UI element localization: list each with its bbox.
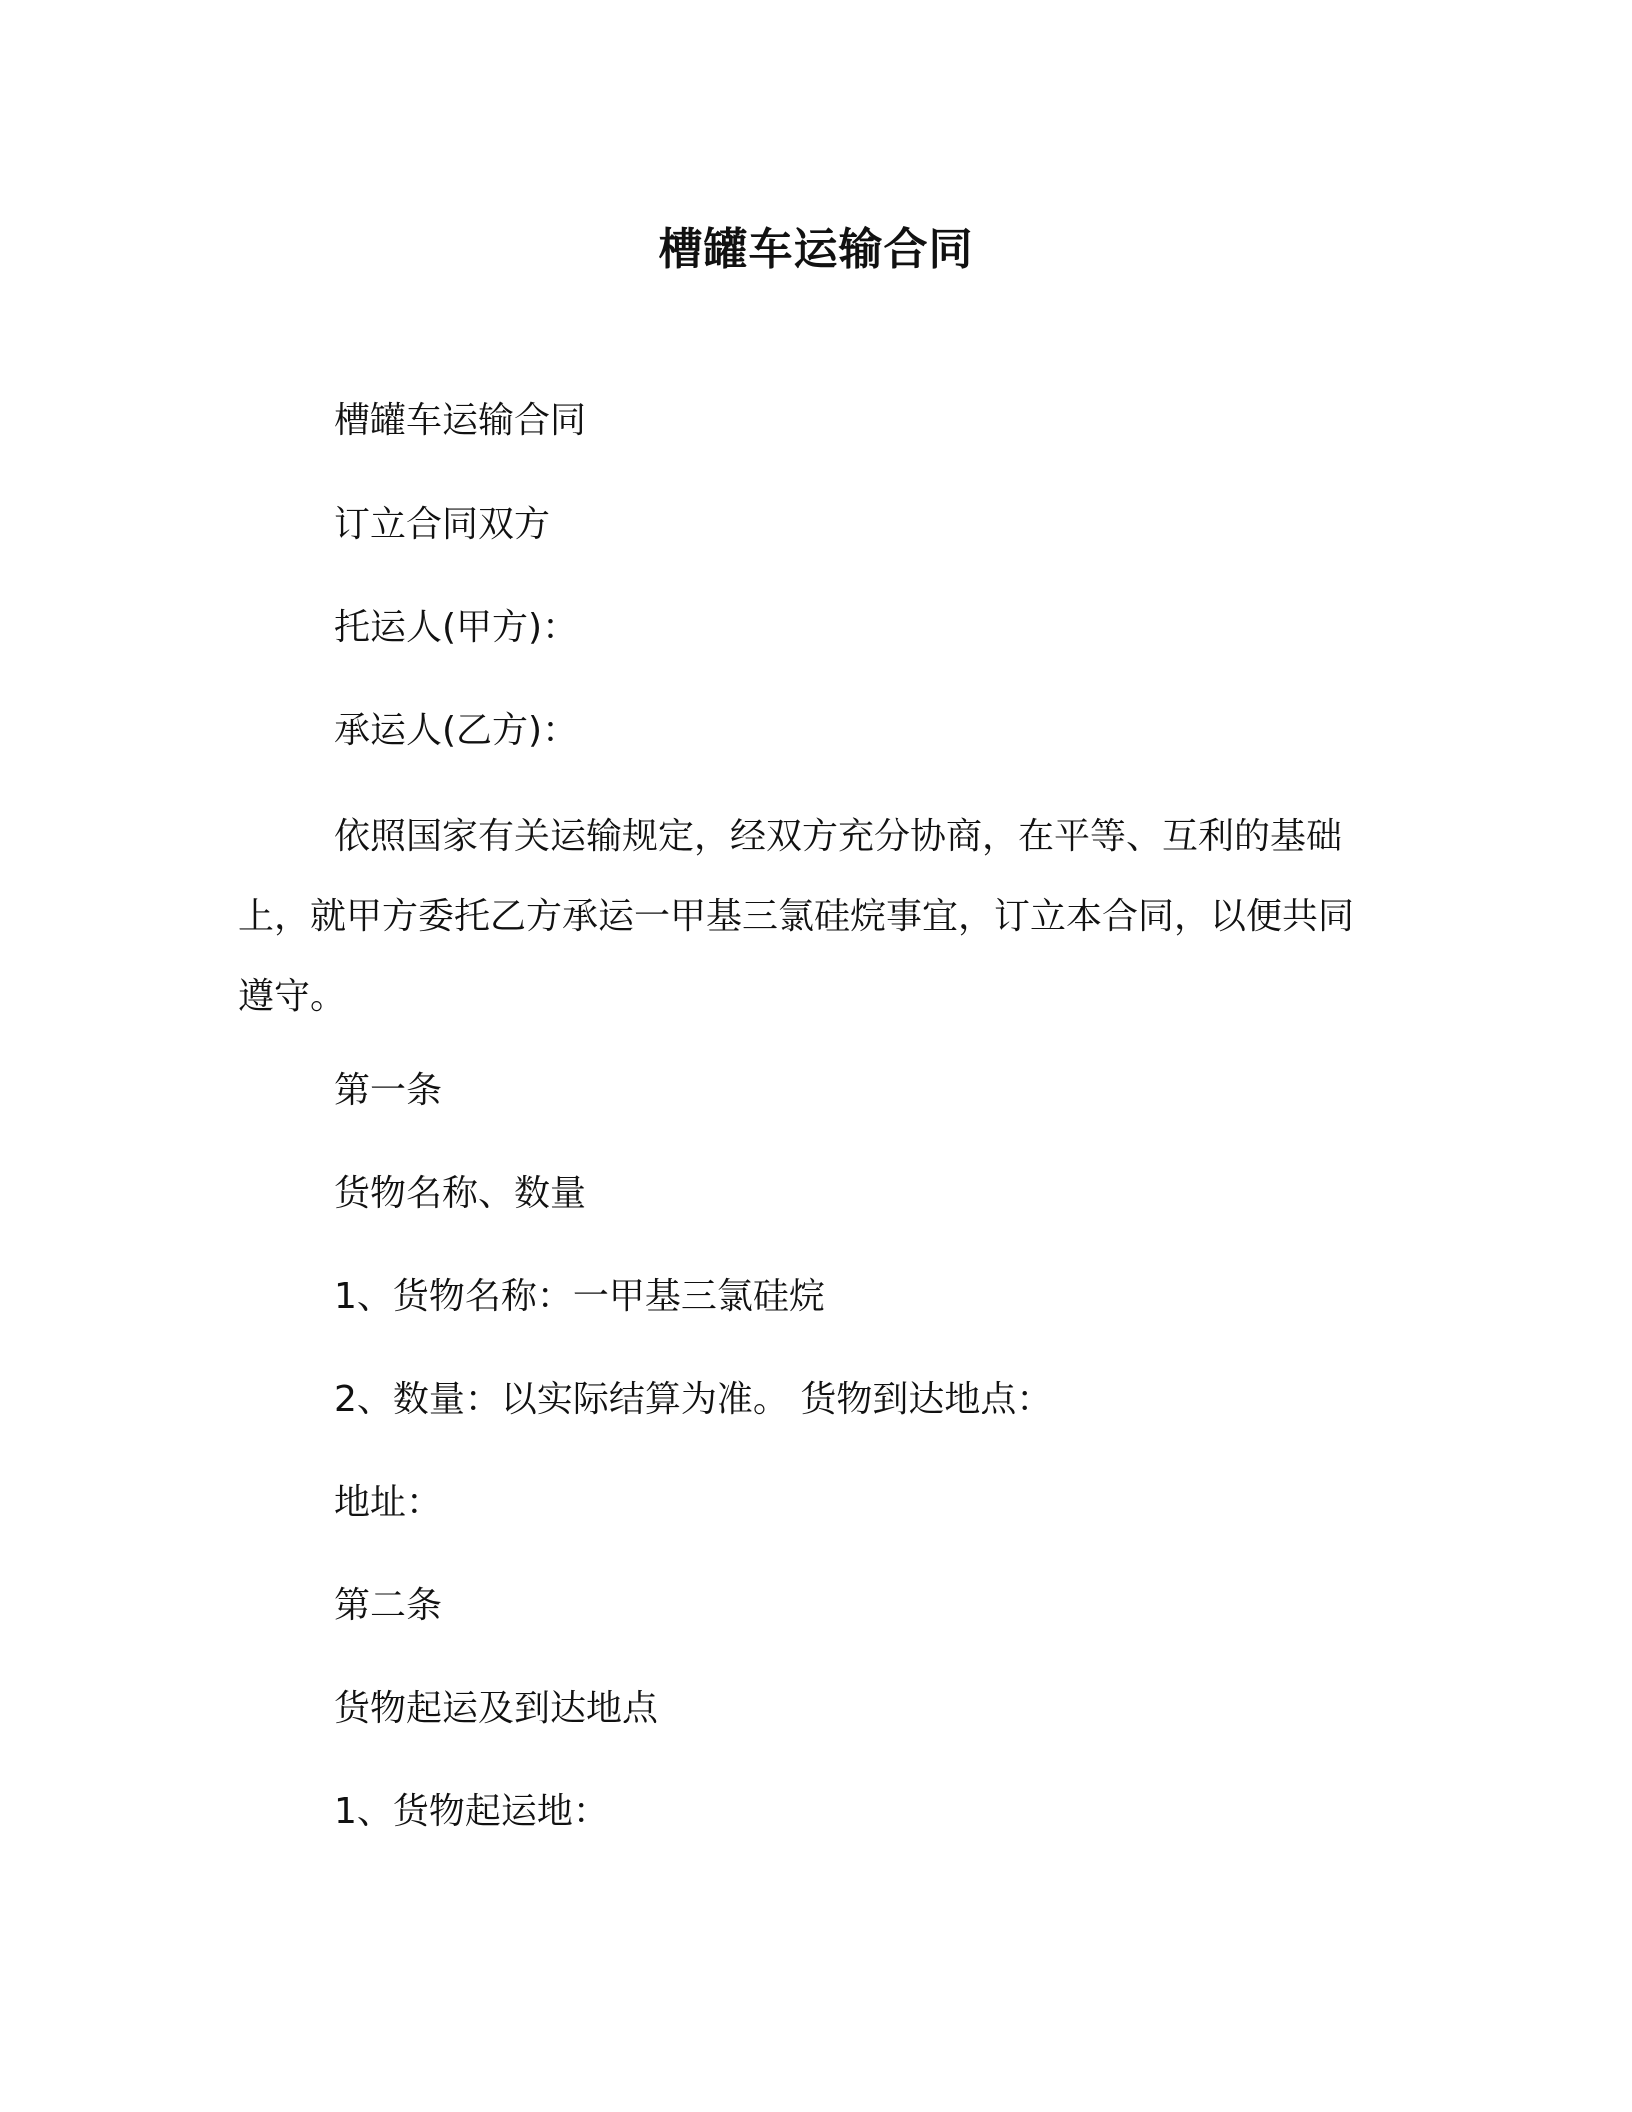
article-two-heading: 第二条 [334, 1585, 443, 1626]
origin-destination-heading: 货物起运及到达地点 [334, 1688, 659, 1729]
goods-name-line: 1、货物名称：一甲基三氯硅烷 [334, 1276, 825, 1317]
article-one-heading: 第一条 [334, 1070, 443, 1111]
address-line: 地址： [334, 1482, 443, 1523]
quantity-line: 2、数量：以实际结算为准。 货物到达地点： [334, 1379, 1053, 1420]
goods-name-quantity-heading: 货物名称、数量 [334, 1173, 587, 1214]
origin-line: 1、货物起运地： [334, 1791, 609, 1832]
document-title: 槽罐车运输合同 [658, 224, 974, 275]
carrier-line: 承运人(乙方)： [334, 710, 579, 751]
shipper-line: 托运人(甲方)： [334, 607, 579, 648]
parties-heading: 订立合同双方 [334, 504, 551, 545]
contract-name-line: 槽罐车运输合同 [334, 400, 587, 441]
intro-paragraph: 依照国家有关运输规定，经双方充分协商，在平等、互利的基础上，就甲方委托乙方承运一甲基三氯硅烷事宜，订立本合同，以便共同遵守。 [238, 816, 1355, 1017]
